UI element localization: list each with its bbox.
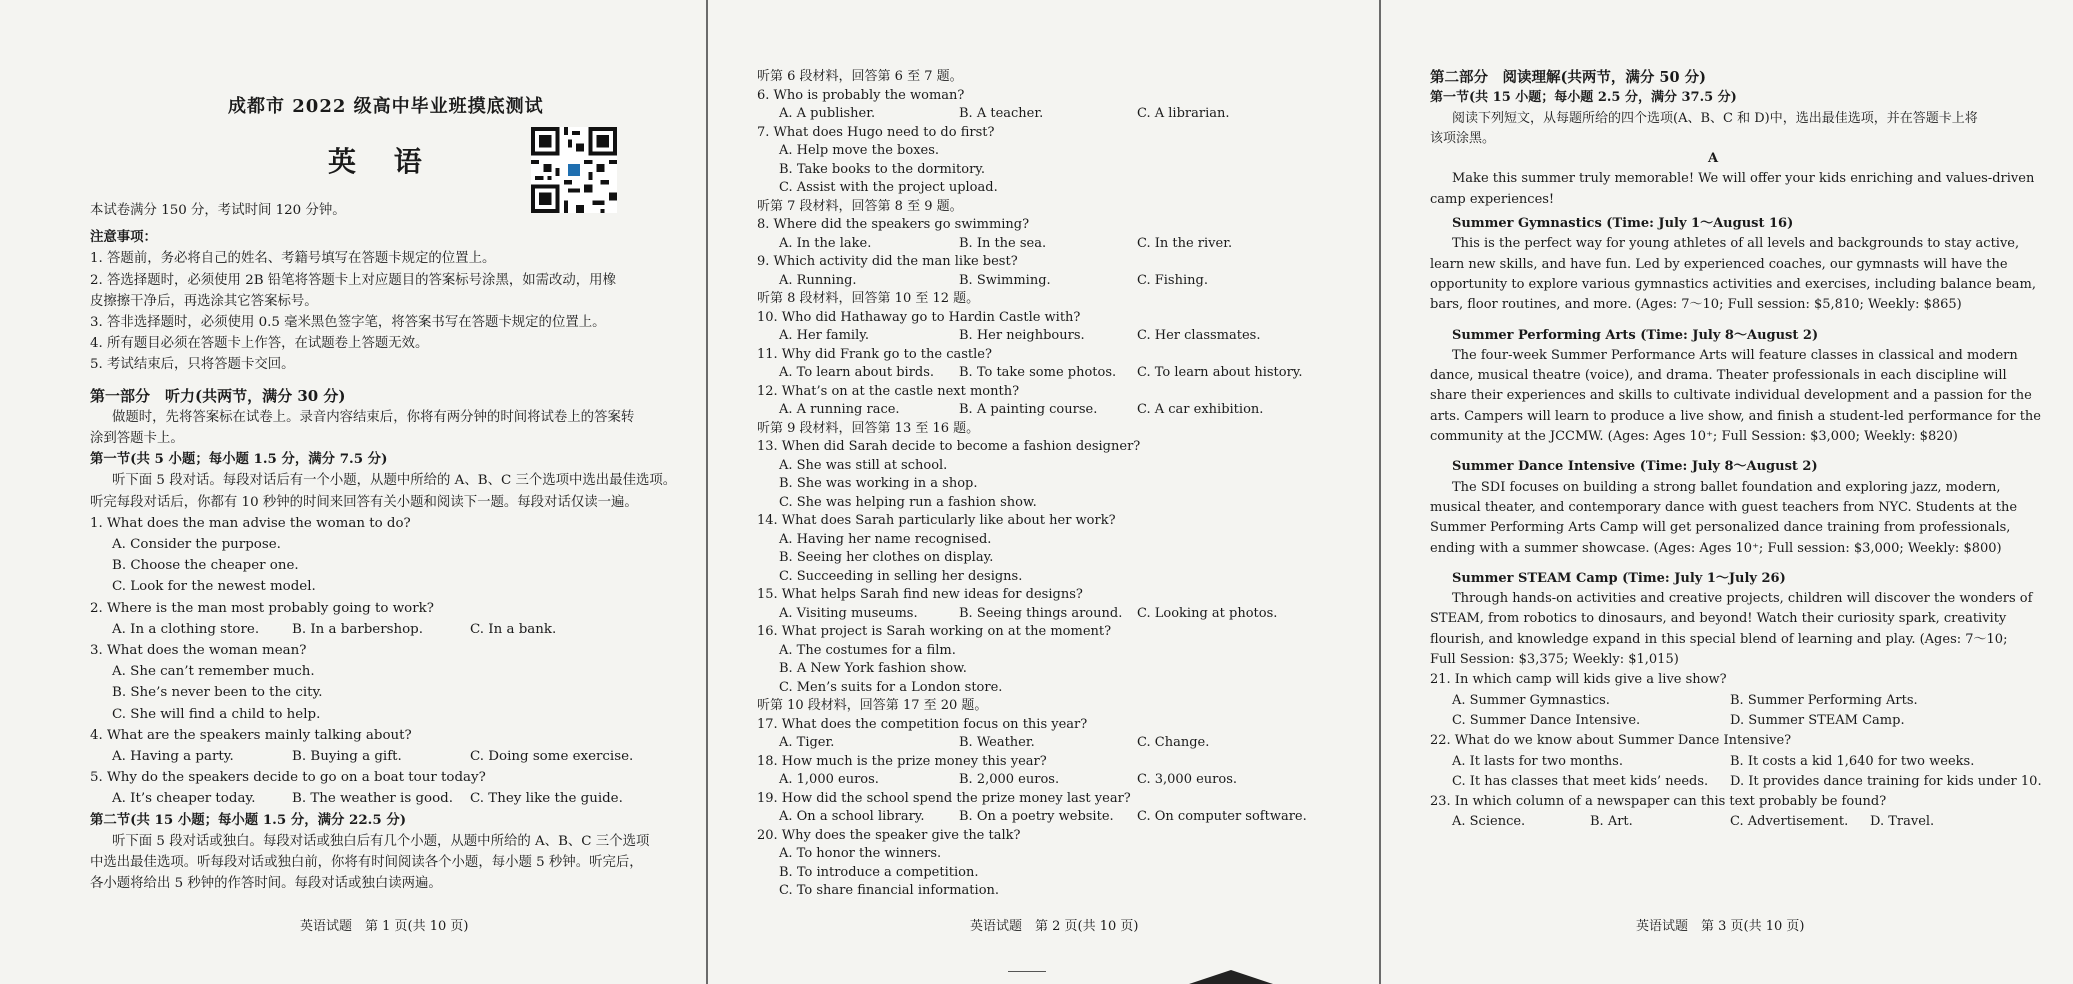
option: B. On a poetry website. [959,809,1114,824]
page-3-footer: 英语试题 第 3 页(共 10 页) [1636,919,1805,934]
camp-text: This is the perfect way for young athletes of all levels and backgrounds to stay active, [1452,236,2020,252]
option: A. Having a party. [112,749,234,765]
camp-title: Summer Dance Intensive (Time: July 8～August 2) [1452,459,1818,475]
option: C. Men’s suits for a London store. [779,679,1003,695]
question: 8. Where did the speakers go swimming? [757,217,1030,232]
section1-intro: 听完每段对话后，你都有 10 秒钟的时间来回答有关小题和阅读下一题。每段对话仅读一遍。 [90,494,638,510]
question-1: 1. What does the man advise the woman to do? [90,515,411,531]
option: B. Weather. [959,735,1035,750]
question: 11. Why did Frank go to the castle? [757,346,992,362]
passage-intro: camp experiences! [1430,191,1555,207]
camp-text: share their experiences and skills to cultivate individual development and a passion for the [1430,388,2032,404]
option: A. Having her name recognised. [779,531,992,547]
reading-instructions: 阅读下列短文，从每题所给的四个选项(A、B、C 和 D)中，选出最佳选项，并在答题卡上将 [1452,110,1978,126]
section2-intro: 听下面 5 段对话或独白。每段对话或独白后有几个小题，从题中所给的 A、B、C 三个选项 [112,833,650,849]
question: 17. What does the competition focus on this year? [757,716,1088,732]
option: C. Advertisement. [1730,814,1849,830]
options-row [757,605,1307,624]
passage-label: A [1708,151,1719,167]
camp-title: Summer STEAM Camp (Time: July 1～July 26) [1452,570,1786,586]
question: 20. Why does the speaker give the talk? [757,827,1021,843]
option: C. Summer Dance Intensive. [1452,712,1641,728]
question: 7. What does Hugo need to do first? [757,124,995,140]
option: C. She will find a child to help. [112,706,321,722]
option: B. The weather is good. [292,791,453,807]
camp-title: Summer Gymnastics (Time: July 1～August 16) [1452,216,1794,232]
option: A. It’s cheaper today. [112,791,256,807]
page-1-footer: 英语试题 第 1 页(共 10 页) [300,919,469,934]
option: B. To take some photos. [959,365,1117,380]
question-2: 2. Where is the man most probably going to work? [90,600,434,616]
option: A. Tiger. [779,735,835,750]
binding-mark [1008,971,1046,972]
question: 15. What helps Sarah find new ideas for designs? [757,587,1083,602]
option: C. It has classes that meet kids’ needs. [1452,773,1709,789]
camp-text: opportunity to explore various gymnastics activities and exercises, including balance beam, [1430,276,2036,292]
option: C. To share financial information. [779,883,1000,898]
option: A. A publisher. [779,106,876,121]
page-fold-left [706,0,708,984]
option: C. On computer software. [1137,809,1307,824]
question-21: 21. In which camp will kids give a live show? [1430,672,1727,688]
question-3: 3. What does the woman mean? [90,643,307,659]
camp-text: community at the JCCMW. (Ages: Ages 10⁺; Full Session: $3,000; Weekly: $820) [1430,429,1958,445]
reading-instructions: 该项涂黑。 [1430,130,1496,146]
options-row [90,788,676,809]
option: C. Assist with the project upload. [779,180,998,195]
option: A. A running race. [779,402,900,417]
notice-line: 4. 所有题目必须在答题卡上作答，在试题卷上答题无效。 [90,336,429,352]
binding-triangle [1189,970,1273,984]
question: 19. How did the school spend the prize money last year? [757,790,1131,806]
option: C. Looking at photos. [1137,605,1278,621]
option: C. They like the guide. [470,791,623,807]
option: B. She’s never been to the city. [112,685,323,701]
notice-line: 3. 答非选择题时，必须使用 0.5 毫米黑色签字笔，将答案书写在答题卡规定的位置上。 [90,315,606,331]
option: B. Seeing things around. [959,605,1123,621]
notice-line: 2. 答选择题时，必须使用 2B 铅笔将答题卡上对应题目的答案标号涂黑，如需改动，用橡 [90,272,616,288]
option: A. Summer Gymnastics. [1452,692,1610,708]
camp-text: The four-week Summer Performance Arts will feature classes in classical and modern [1452,347,2018,363]
option: D. Summer STEAM Camp. [1730,712,1905,728]
option: C. Her classmates. [1137,328,1261,343]
notice-title: 注意事项： [90,229,157,246]
option: C. 3,000 euros. [1137,772,1238,787]
camp-text: bars, floor routines, and more. (Ages: 7～10; Full session: $5,810; Weekly: $865) [1430,297,1962,313]
exam-title: 成都市 2022 级高中毕业班摸底测试 [228,96,544,117]
material-heading: 听第 9 段材料，回答第 13 至 16 题。 [757,420,980,436]
option: A. To honor the winners. [779,846,942,861]
option: A. Running. [779,272,857,288]
options-row [757,401,1307,420]
option: B. Take books to the dormitory. [779,161,986,177]
camp-text: ending with a summer showcase. (Ages: Ages 10⁺; Full session: $3,000; Weekly: $800) [1430,540,2002,556]
part1-intro: 做题时，先将答案标在试卷上。录音内容结束后，你将有两分钟的时间将试卷上的答案转 [112,409,635,425]
page-2-footer: 英语试题 第 2 页(共 10 页) [970,919,1139,934]
section1-intro: 听下面 5 段对话。每段对话后有一个小题，从题中所给的 A、B、C 三个选项中选出最佳选项。 [112,473,677,489]
material-heading: 听第 10 段材料，回答第 17 至 20 题。 [757,698,988,713]
option: B. In the sea. [959,235,1047,251]
option: B. Buying a gift. [292,749,402,765]
camp-text: Full Session: $3,375; Weekly: $1,015) [1430,652,1679,668]
option: A. Consider the purpose. [112,537,281,553]
option: B. Seeing her clothes on display. [779,550,994,565]
question-4: 4. What are the speakers mainly talking about? [90,727,412,743]
page-fold-right [1379,0,1381,984]
option: A. In a clothing store. [112,621,260,637]
option: C. Look for the newest model. [112,579,316,595]
exam-intro: 本试卷满分 150 分，考试时间 120 分钟。 [90,203,346,218]
options-row [1430,772,2042,792]
option: A. Her family. [779,328,869,343]
option: D. It provides dance training for kids under 10. [1730,773,2042,789]
question-22: 22. What do we know about Summer Dance Intensive? [1430,733,1792,749]
subject-title: 英 语 [328,145,436,178]
section1-title: 第一节(共 5 小题；每小题 1.5 分，满分 7.5 分) [90,451,388,468]
camp-text: musical theater, and contemporary dance with guest teachers from NYC. Students at the [1430,499,2018,515]
option: A. The costumes for a film. [779,642,956,658]
options-row [757,364,1307,383]
option: B. Swimming. [959,272,1051,288]
option: C. A librarian. [1137,106,1230,121]
option: A. She was still at school. [779,457,948,473]
notice-line: 1. 答题前，务必将自己的姓名、考籍号填写在答题卡规定的位置上。 [90,251,496,267]
question: 10. Who did Hathaway go to Hardin Castle with? [757,309,1081,325]
option: B. Choose the cheaper one. [112,558,299,574]
options-row [1430,691,2042,711]
question-23: 23. In which column of a newspaper can this text probably be found? [1430,794,1887,810]
question: 18. How much is the prize money this year? [757,753,1047,769]
camp-text: Through hands-on activities and creative projects, children will discover the wonders of [1452,591,2033,607]
options-row [757,235,1307,254]
option: B. Her neighbours. [959,328,1085,343]
option: B. Summer Performing Arts. [1730,692,1918,708]
option: B. To introduce a competition. [779,864,979,880]
option: C. To learn about history. [1137,365,1303,380]
options-row [757,105,1307,124]
reading-section1-title: 第一节(共 15 小题；每小题 2.5 分，满分 37.5 分) [1430,90,1737,106]
option: A. To learn about birds. [779,365,935,380]
part1-title: 第一部分 听力(共两节，满分 30 分) [90,386,346,405]
part2-title: 第二部分 阅读理解(共两节，满分 50 分) [1430,69,1706,86]
option: A. In the lake. [779,235,872,251]
option: C. Succeeding in selling her designs. [779,568,1023,584]
option: B. In a barbershop. [292,621,424,637]
option: B. A painting course. [959,402,1098,417]
camp-text: dance, musical theatre (voice), and drama. Theater professionals in each discipline will [1430,368,2007,384]
camp-text: The SDI focuses on building a strong ballet foundation and exploring jazz, modern, [1452,479,2001,495]
option: A. 1,000 euros. [779,772,879,787]
option: C. Fishing. [1137,272,1208,288]
option: B. She was working in a shop. [779,476,978,491]
question: 13. When did Sarah decide to become a fashion designer? [757,439,1141,454]
option: C. A car exhibition. [1137,402,1264,417]
option: B. Art. [1590,814,1633,830]
camp-text: STEAM, from robotics to dinosaurs, and beyond! Watch their curiosity spark, creativity [1430,611,2007,627]
section2-intro: 中选出最佳选项。听每段对话或独白前，你将有时间阅读各个小题，每小题 5 秒钟。听完后， [90,855,643,871]
option: C. Change. [1137,735,1210,750]
section2-title: 第二节(共 15 小题；每小题 1.5 分，满分 22.5 分) [90,811,407,828]
notice-line: 5. 考试结束后，只将答题卡交回。 [90,357,295,373]
options-row [1430,752,2042,772]
option: B. A New York fashion show. [779,661,967,676]
option: C. In a bank. [470,621,557,637]
option: A. She can’t remember much. [112,664,315,680]
material-heading: 听第 6 段材料，回答第 6 至 7 题。 [757,69,963,84]
options-row [757,272,1307,291]
option: A. Visiting museums. [779,605,918,621]
option: D. Travel. [1870,814,1935,830]
camp-text: arts. Campers will learn to produce a live show, and finish a student-led performance for the [1430,408,2041,424]
page-3-body [1430,68,2042,833]
notice-line: 皮擦擦干净后，再选涂其它答案标号。 [90,293,318,309]
question: 14. What does Sarah particularly like about her work? [757,513,1116,528]
camp-text: flourish, and knowledge expand in this special blend of learning and play. (Ages: 7～10; [1430,631,2008,647]
option: A. Science. [1452,814,1526,830]
question: 9. Which activity did the man like best? [757,254,1018,269]
camp-text: learn new skills, and have fun. Led by experienced coaches, our gymnasts will have the [1430,256,2008,272]
question-5: 5. Why do the speakers decide to go on a boat tour today? [90,770,486,786]
page-1-body [90,200,676,895]
question: 12. What’s on at the castle next month? [757,383,1020,399]
part1-intro: 涂到答题卡上。 [90,431,184,447]
option: A. It lasts for two months. [1452,753,1623,769]
section2-intro: 各小题将给出 5 秒钟的作答时间。每段对话或独白读两遍。 [90,876,442,892]
options-row [90,619,676,640]
option: C. Doing some exercise. [470,749,634,765]
passage-intro: Make this summer truly memorable! We will offer your kids enriching and values-driven [1452,171,2035,187]
options-row [1430,711,2042,731]
option: A. On a school library. [779,809,925,824]
material-heading: 听第 8 段材料，回答第 10 至 12 题。 [757,291,980,306]
options-row [757,734,1307,753]
camp-text: Summer Performing Arts Camp will get personalized dance training from professionals, [1430,520,2011,536]
options-row [1430,812,2042,832]
material-heading: 听第 7 段材料，回答第 8 至 9 题。 [757,198,963,214]
options-row [757,771,1307,790]
option: B. It costs a kid 1,640 for two weeks. [1730,753,1975,769]
option: A. Help move the boxes. [779,143,940,158]
question: 16. What project is Sarah working on at the moment? [757,624,1112,639]
options-row [90,746,676,767]
options-row [757,327,1307,346]
question: 6. Who is probably the woman? [757,87,965,103]
options-row [757,808,1307,827]
option: B. A teacher. [959,106,1044,121]
option: B. 2,000 euros. [959,772,1060,787]
camp-title: Summer Performing Arts (Time: July 8～August 2) [1452,327,1819,343]
option: C. She was helping run a fashion show. [779,494,1037,510]
page-2-body [757,68,1307,901]
option: C. In the river. [1137,235,1233,251]
